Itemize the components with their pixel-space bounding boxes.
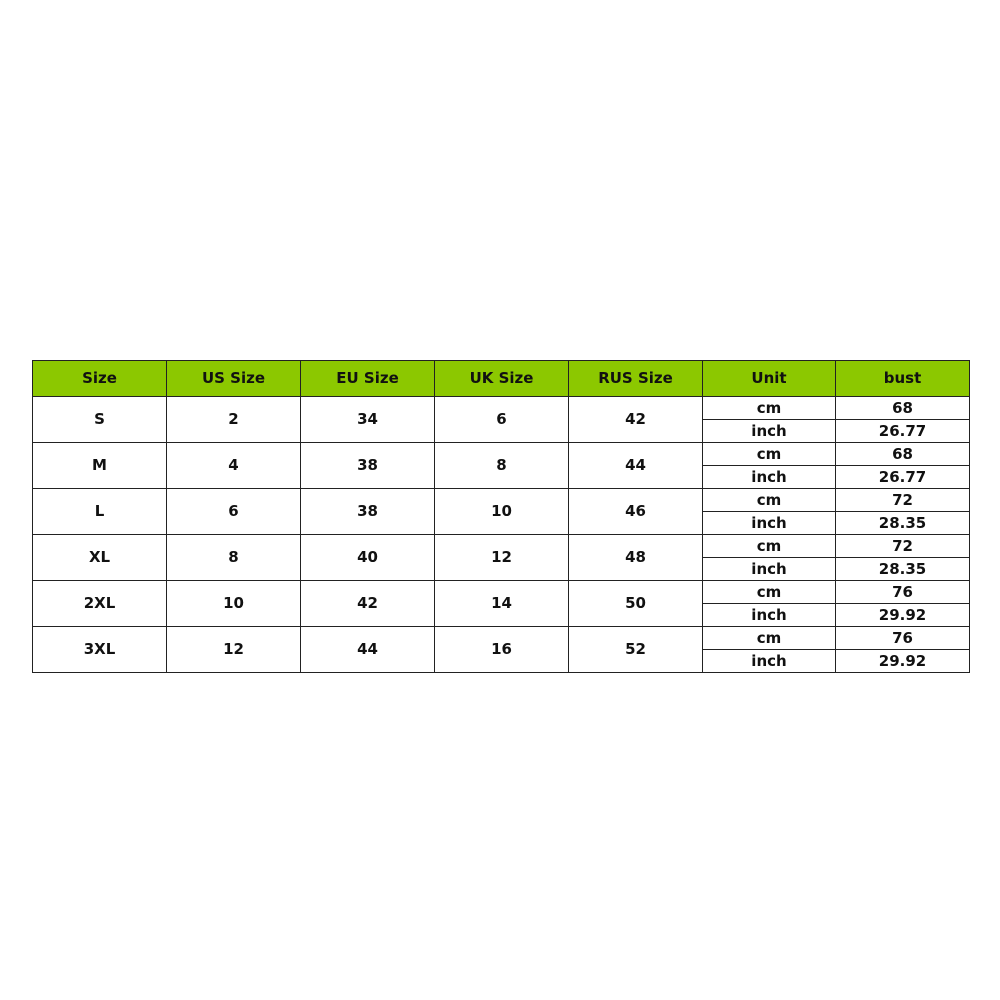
cell-bust-cm: 76 — [836, 581, 970, 604]
cell-unit-inch: inch — [703, 650, 836, 673]
cell-size: M — [33, 443, 167, 489]
cell-bust-inch: 26.77 — [836, 466, 970, 489]
table-row-cm — [33, 443, 970, 466]
cell-unit-cm: cm — [703, 397, 836, 420]
cell-eu-size: 40 — [301, 535, 435, 581]
table-row-cm — [33, 397, 970, 420]
cell-size: S — [33, 397, 167, 443]
cell-rus-size: 44 — [569, 443, 703, 489]
header-size: Size — [33, 361, 167, 397]
cell-size: 2XL — [33, 581, 167, 627]
cell-bust-inch: 29.92 — [836, 604, 970, 627]
cell-uk-size: 16 — [435, 627, 569, 673]
cell-eu-size: 38 — [301, 443, 435, 489]
cell-rus-size: 46 — [569, 489, 703, 535]
cell-rus-size: 50 — [569, 581, 703, 627]
cell-bust-cm: 72 — [836, 489, 970, 512]
cell-size: L — [33, 489, 167, 535]
cell-unit-inch: inch — [703, 558, 836, 581]
cell-size: 3XL — [33, 627, 167, 673]
cell-bust-inch: 28.35 — [836, 512, 970, 535]
cell-size: XL — [33, 535, 167, 581]
cell-unit-inch: inch — [703, 466, 836, 489]
header-eu-size: EU Size — [301, 361, 435, 397]
cell-bust-cm: 76 — [836, 627, 970, 650]
cell-uk-size: 6 — [435, 397, 569, 443]
cell-rus-size: 48 — [569, 535, 703, 581]
cell-bust-inch: 29.92 — [836, 650, 970, 673]
size-chart-table — [32, 360, 970, 673]
cell-bust-cm: 68 — [836, 397, 970, 420]
header-unit: Unit — [703, 361, 836, 397]
cell-uk-size: 14 — [435, 581, 569, 627]
table-body — [33, 397, 970, 673]
cell-unit-cm: cm — [703, 489, 836, 512]
cell-eu-size: 34 — [301, 397, 435, 443]
cell-eu-size: 38 — [301, 489, 435, 535]
header-us-size: US Size — [167, 361, 301, 397]
cell-unit-cm: cm — [703, 443, 836, 466]
cell-rus-size: 52 — [569, 627, 703, 673]
cell-uk-size: 8 — [435, 443, 569, 489]
cell-bust-cm: 68 — [836, 443, 970, 466]
cell-us-size: 10 — [167, 581, 301, 627]
header-rus-size: RUS Size — [569, 361, 703, 397]
cell-unit-inch: inch — [703, 512, 836, 535]
header-uk-size: UK Size — [435, 361, 569, 397]
cell-bust-cm: 72 — [836, 535, 970, 558]
header-bust: bust — [836, 361, 970, 397]
cell-unit-inch: inch — [703, 420, 836, 443]
cell-uk-size: 12 — [435, 535, 569, 581]
cell-unit-inch: inch — [703, 604, 836, 627]
table-header-row — [33, 361, 970, 397]
table-row-cm — [33, 489, 970, 512]
cell-us-size: 8 — [167, 535, 301, 581]
cell-us-size: 2 — [167, 397, 301, 443]
table-row-cm — [33, 581, 970, 604]
cell-us-size: 12 — [167, 627, 301, 673]
cell-bust-inch: 28.35 — [836, 558, 970, 581]
cell-unit-cm: cm — [703, 581, 836, 604]
table-row-cm — [33, 535, 970, 558]
cell-unit-cm: cm — [703, 535, 836, 558]
cell-us-size: 4 — [167, 443, 301, 489]
cell-us-size: 6 — [167, 489, 301, 535]
cell-uk-size: 10 — [435, 489, 569, 535]
cell-rus-size: 42 — [569, 397, 703, 443]
cell-bust-inch: 26.77 — [836, 420, 970, 443]
cell-eu-size: 42 — [301, 581, 435, 627]
cell-eu-size: 44 — [301, 627, 435, 673]
table-row-cm — [33, 627, 970, 650]
cell-unit-cm: cm — [703, 627, 836, 650]
